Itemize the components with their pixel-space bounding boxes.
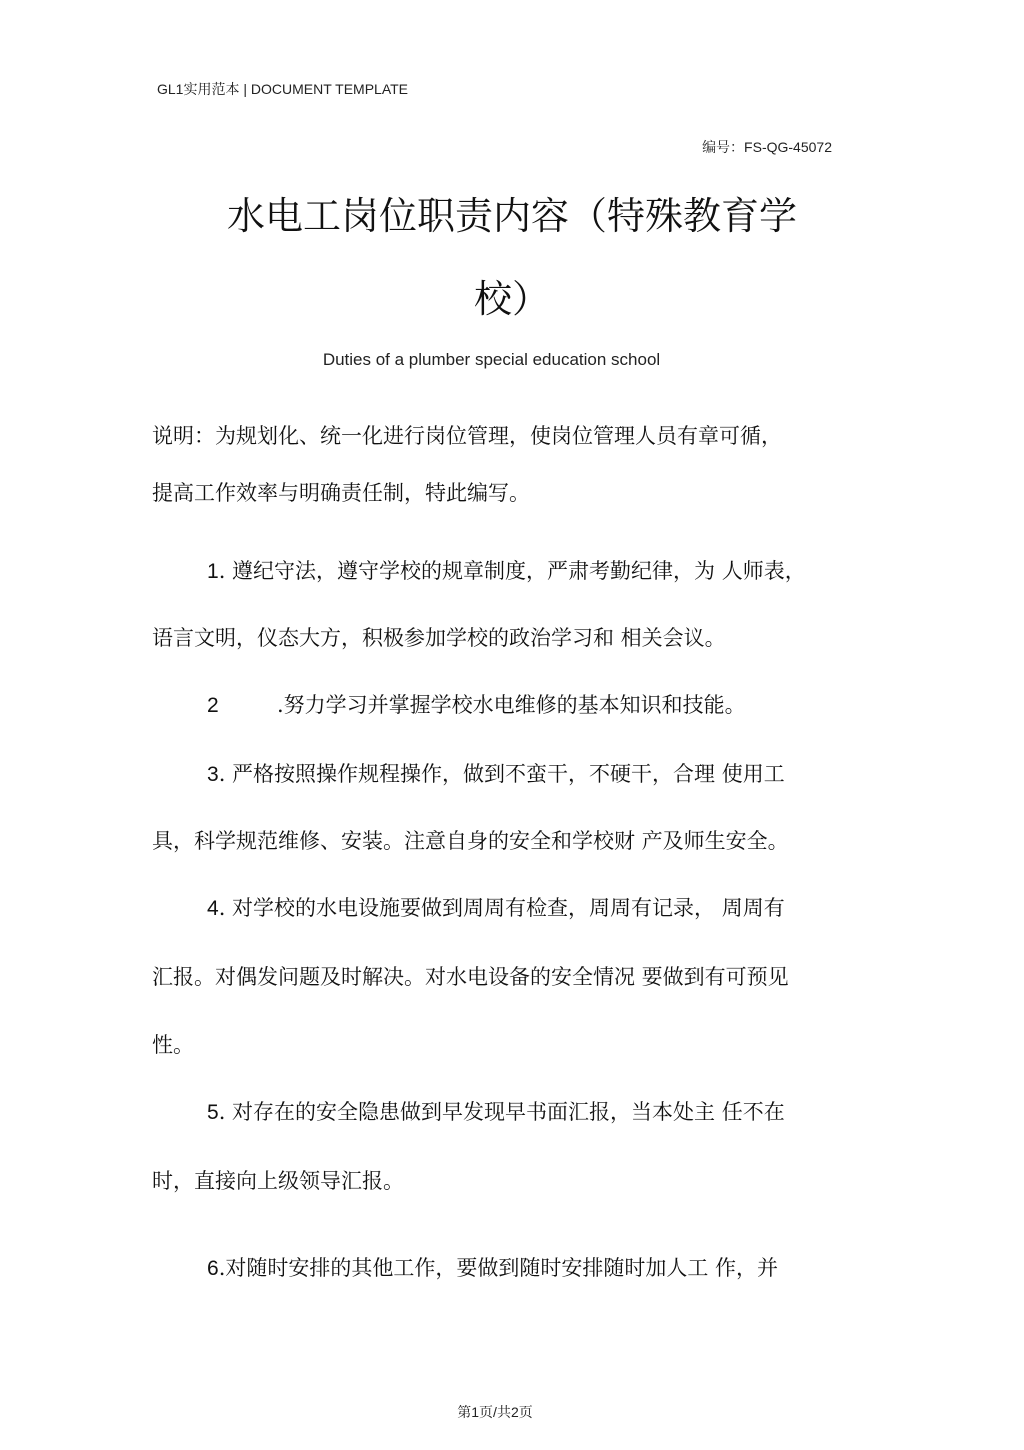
item-number: 5 [207, 1101, 219, 1124]
list-item-4-continuation: 汇报。对偶发问题及时解决。对水电设备的安全情况 要做到有可预见 [152, 965, 789, 989]
item-text: . 遵纪守法，遵守学校的规章制度，严肃考勤纪律，为 人师表， [218, 559, 806, 583]
item-text: .努力学习并掌握学校水电维修的基本知识和技能。 [277, 693, 746, 717]
list-item-3 [207, 758, 785, 788]
page-title-line-1: 水电工岗位职责内容（特殊教育学 [226, 194, 797, 238]
english-subtitle: Duties of a plumber special education school [322, 350, 661, 369]
item-text: .对随时安排的其他工作，要做到随时安排随时加人工 作，并 [218, 1256, 779, 1280]
intro-line-1: 说明：为规划化、统一化进行岗位管理，使岗位管理人员有章可循， [152, 424, 782, 448]
item-number: 6 [207, 1257, 219, 1280]
list-item-4 [207, 892, 785, 922]
list-item-3-continuation: 具，科学规范维修、安装。注意自身的安全和学校财 产及师生安全。 [152, 829, 789, 853]
item-number: 1 [207, 560, 219, 583]
item-number: 3 [207, 763, 219, 786]
list-item-4-continuation-2: 性。 [152, 1033, 194, 1057]
document-template-header: GL1实用范本 | DOCUMENT TEMPLATE [157, 81, 409, 97]
item-text: . 严格按照操作规程操作，做到不蛮干，不硬干，合理 使用工 [218, 762, 785, 786]
intro-line-2: 提高工作效率与明确责任制，特此编写。 [152, 481, 530, 505]
page-number-footer: 第1页/共2页 [457, 1404, 533, 1420]
item-number: 2 [207, 694, 219, 717]
list-item-6 [207, 1252, 778, 1282]
list-item-5-continuation: 时，直接向上级领导汇报。 [152, 1169, 404, 1193]
document-code: 编号：FS-QG-45072 [702, 139, 832, 155]
list-item-2 [207, 689, 746, 719]
item-text: . 对学校的水电设施要做到周周有检查，周周有记录， 周周有 [218, 896, 785, 920]
item-text: . 对存在的安全隐患做到早发现早书面汇报，当本处主 任不在 [218, 1100, 785, 1124]
list-item-1-continuation: 语言文明，仪态大方，积极参加学校的政治学习和 相关会议。 [152, 626, 726, 650]
page-title-line-2: 校） [473, 277, 550, 321]
list-item-1 [207, 555, 806, 585]
list-item-5 [207, 1096, 785, 1126]
item-number: 4 [207, 897, 219, 920]
